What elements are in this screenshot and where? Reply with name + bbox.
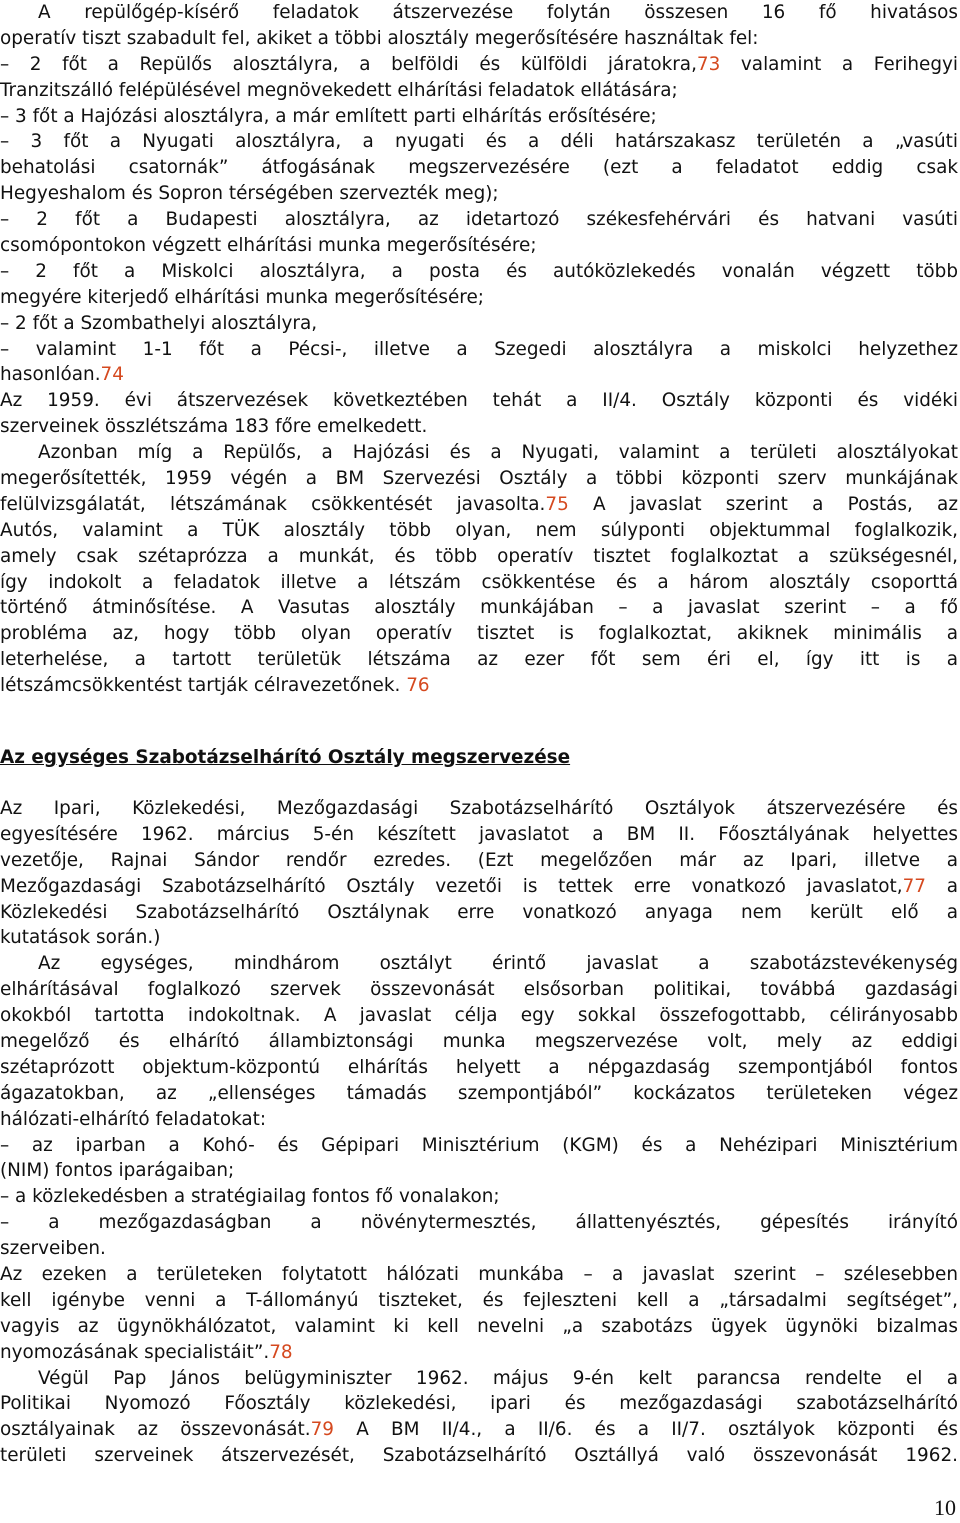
text-line — [0, 647, 958, 673]
text-span: nyomozásának specialistáit”. — [0, 1341, 270, 1363]
text-span: behatolási csatornák” átfogásának megszervezésére (ezt a feladatot eddig csak — [0, 157, 958, 179]
text-span: A BM II/4., a II/6. és a II/7. osztályok központi és — [334, 1419, 958, 1441]
text-line — [0, 440, 958, 466]
section-heading: Az egységes Szabotázselhárító Osztály megszervezése — [0, 747, 571, 768]
text-line — [0, 52, 958, 78]
footnote-link[interactable]: 76 — [406, 675, 430, 697]
text-line — [0, 259, 958, 285]
page-number: 10 — [934, 1495, 956, 1520]
text-span: megerősítették, 1959 végén a BM Szervezési Osztály a többi központi szerv munkájának — [0, 468, 958, 490]
text-line — [0, 848, 958, 874]
text-line — [0, 1184, 958, 1210]
text-line — [0, 0, 958, 26]
text-span: csomópontokon végzett elhárítási munka megerősítésére; — [0, 235, 537, 257]
text-line — [0, 822, 958, 848]
text-line — [0, 544, 958, 570]
text-line — [0, 311, 958, 337]
text-line — [0, 951, 958, 977]
text-line — [0, 1158, 958, 1184]
text-span: A javaslat szerint a Postás, az — [568, 493, 958, 515]
text-span: szerveinek összlétszáma 183 főre emelkedett. — [0, 416, 428, 438]
text-span: a — [926, 875, 958, 897]
text-span: probléma az, hogy több olyan operatív tisztet is foglalkoztat, akiknek minimális a — [0, 623, 958, 645]
text-line — [0, 1391, 958, 1417]
text-span: vagyis az ügynökhálózatot, valamint ki kell nevelni „a szabotázs ügyek ügynöki bizalmas — [0, 1315, 958, 1337]
text-span: így indokolt a feladatok illetve a létszám csökkentése és a három alosztály csoporttá — [0, 571, 958, 593]
text-line — [0, 155, 958, 181]
footnote-link[interactable]: 77 — [902, 875, 927, 897]
text-span: – 2 főt a Miskolci alosztályra, a posta és autóközlekedés vonalán végzett több — [0, 260, 958, 282]
text-line — [0, 1262, 958, 1288]
text-line — [0, 900, 958, 926]
text-span: Közlekedési Szabotázselhárító Osztálynak erre vonatkozó anyaga nem került elő a — [0, 901, 958, 923]
text-line — [0, 104, 958, 130]
text-span: – a közlekedésben a stratégiailag fontos fő vonalakon; — [0, 1186, 500, 1208]
footnote-link[interactable]: 74 — [100, 364, 124, 386]
text-line — [0, 874, 958, 900]
body-section-1 — [0, 0, 958, 699]
footnote-link[interactable]: 79 — [310, 1419, 335, 1441]
text-span: – valamint 1-1 főt a Pécsi-, illetve a Szegedi alosztályra a miskolci helyzethez — [0, 338, 958, 360]
text-line — [0, 1340, 958, 1366]
text-line — [0, 492, 958, 518]
text-line — [0, 207, 958, 233]
text-span: – 3 főt a Hajózási alosztályra, a már említett parti elhárítás erősítésére; — [0, 105, 657, 127]
footnote-link[interactable]: 73 — [696, 53, 721, 75]
text-line — [0, 233, 958, 259]
text-line — [0, 570, 958, 596]
text-line — [0, 796, 958, 822]
text-span: kutatások során.) — [0, 927, 161, 949]
text-span: Végül Pap János belügyminiszter 1962. május 9-én kelt parancsa rendelte el a — [38, 1367, 958, 1389]
text-line — [0, 1236, 958, 1262]
text-span: operatív tiszt szabadult fel, akiket a többi alosztály megerősítésére használtak fel: — [0, 27, 759, 49]
text-span: okokból tartotta indokoltnak. A javaslat célja egy sokkal összefogottabb, célirányosabb — [0, 1005, 958, 1027]
text-span: ágazatokban, az „ellenséges támadás szempontjából” kockázatos területeken végez — [0, 1082, 958, 1104]
text-span: Mezőgazdasági Szabotázselhárító Osztály vezetői is tettek erre vonatkozó javaslatot, — [0, 875, 903, 897]
text-span: felülvizsgálatát, létszámának csökkentését javasolta. — [0, 493, 546, 515]
text-span: szerveiben. — [0, 1238, 106, 1260]
text-line — [0, 466, 958, 492]
text-span: történő átminősítése. A Vasutas alosztály munkájában – a javaslat szerint – a fő — [0, 597, 958, 619]
text-span: osztályainak az összevonását. — [0, 1419, 311, 1441]
text-line — [0, 1081, 958, 1107]
text-line — [0, 1417, 958, 1443]
text-line — [0, 925, 958, 951]
text-span: egyesítésére 1962. március 5-én készített javaslatot a BM II. Főosztályának helyettes — [0, 823, 958, 845]
text-line — [0, 26, 958, 52]
text-span: hálózati-elhárító feladatokat: — [0, 1108, 267, 1130]
text-span: – a mezőgazdaságban a növénytermesztés, állattenyésztés, gépesítés irányító — [0, 1212, 958, 1234]
footnote-link[interactable]: 78 — [269, 1341, 293, 1363]
text-line — [0, 1314, 958, 1340]
text-span: – 3 főt a Nyugati alosztályra, a nyugati és a déli határszakasz területén a „vasúti — [0, 131, 958, 153]
text-line — [0, 129, 958, 155]
text-line — [0, 1288, 958, 1314]
text-span: Az egységes, mindhárom osztályt érintő javaslat a szabotázstevékenység — [38, 953, 958, 975]
text-span: Azonban míg a Repülős, a Hajózási és a Nyugati, valamint a területi alosztályokat — [38, 442, 958, 464]
text-line — [0, 78, 958, 104]
text-span: vezetője, Rajnai Sándor rendőr ezredes. (Ezt megelőzően már az Ipari, illetve a — [0, 849, 958, 871]
text-line — [0, 414, 958, 440]
text-line — [0, 362, 958, 388]
text-span: – az iparban a Kohó- és Gépipari Minisztérium (KGM) és a Nehézipari Minisztérium — [0, 1134, 958, 1156]
text-line — [0, 181, 958, 207]
text-span: A repülőgép-kísérő feladatok átszervezése folytán összesen 16 fő hivatásos — [38, 2, 958, 23]
text-span: – 2 főt a Repülős alosztályra, a belföldi és külföldi járatokra, — [0, 53, 697, 75]
text-line — [0, 388, 958, 414]
text-line — [0, 1443, 958, 1469]
text-span: Politikai Nyomozó Főosztály közlekedési, ipari és mezőgazdasági szabotázselhárító — [0, 1393, 958, 1415]
body-section-2 — [0, 796, 958, 1469]
text-span: megyére kiterjedő elhárítási munka megerősítésére; — [0, 286, 484, 308]
text-line — [0, 977, 958, 1003]
text-span: Az Ipari, Közlekedési, Mezőgazdasági Szabotázselhárító Osztályok átszervezésére és — [0, 798, 958, 819]
text-line — [0, 337, 958, 363]
text-span: hasonlóan. — [0, 364, 101, 386]
text-line — [0, 595, 958, 621]
text-line — [0, 1210, 958, 1236]
text-span: területi szerveinek átszervezését, Szabotázselhárító Osztállyá való összevonását 1962. — [0, 1445, 958, 1467]
text-line — [0, 1366, 958, 1392]
text-span: valamint a Ferihegyi — [720, 53, 958, 75]
text-span: megelőző és elhárító állambiztonsági munka megszervezése volt, mely az eddigi — [0, 1031, 958, 1053]
text-line — [0, 1107, 958, 1133]
text-span: elhárításával foglalkozó szervek összevonását elsősorban politikai, továbbá gazdasági — [0, 979, 958, 1001]
text-line — [0, 285, 958, 311]
text-line — [0, 673, 958, 699]
text-line — [0, 1003, 958, 1029]
text-span: – 2 főt a Szombathelyi alosztályra, — [0, 312, 318, 334]
text-span: Tranzitszálló felépülésével megnövekedett elhárítási feladatok ellátására; — [0, 79, 678, 101]
text-span: Az ezeken a területeken folytatott hálózati munkába – a javaslat szerint – szélesebben — [0, 1264, 958, 1286]
text-span: (NIM) fontos iparágaiban; — [0, 1160, 235, 1182]
footnote-link[interactable]: 75 — [545, 493, 569, 515]
text-span: Az 1959. évi átszervezések következtében tehát a II/4. Osztály központi és vidéki — [0, 390, 958, 412]
text-span: létszámcsökkentést tartják célravezetőnek. — [0, 675, 407, 697]
text-line — [0, 518, 958, 544]
text-line — [0, 1133, 958, 1159]
text-line — [0, 1055, 958, 1081]
text-span: szétaprózott objektum-központú elhárítás helyett a népgazdaság szempontjából fontos — [0, 1056, 958, 1078]
text-span: – 2 főt a Budapesti alosztályra, az idetartozó székesfehérvári és hatvani vasúti — [0, 209, 958, 231]
text-line — [0, 621, 958, 647]
text-span: leterhelése, a tartott területük létszáma az ezer főt sem éri el, így itt is a — [0, 649, 958, 671]
text-line — [0, 1029, 958, 1055]
text-span: Hegyeshalom és Sopron térségében szervezték meg); — [0, 183, 499, 205]
text-span: amely csak szétaprózza a munkát, és több operatív tisztet foglalkoztat a szükségesnél, — [0, 545, 958, 567]
text-span: Autós, valamint a TÜK alosztály több olyan, nem súlyponti objektummal foglalkozik, — [0, 519, 958, 541]
text-span: kell igénybe venni a T-állományú tiszteket, és fejleszteni kell a „társadalmi segítséget”, — [0, 1289, 958, 1311]
